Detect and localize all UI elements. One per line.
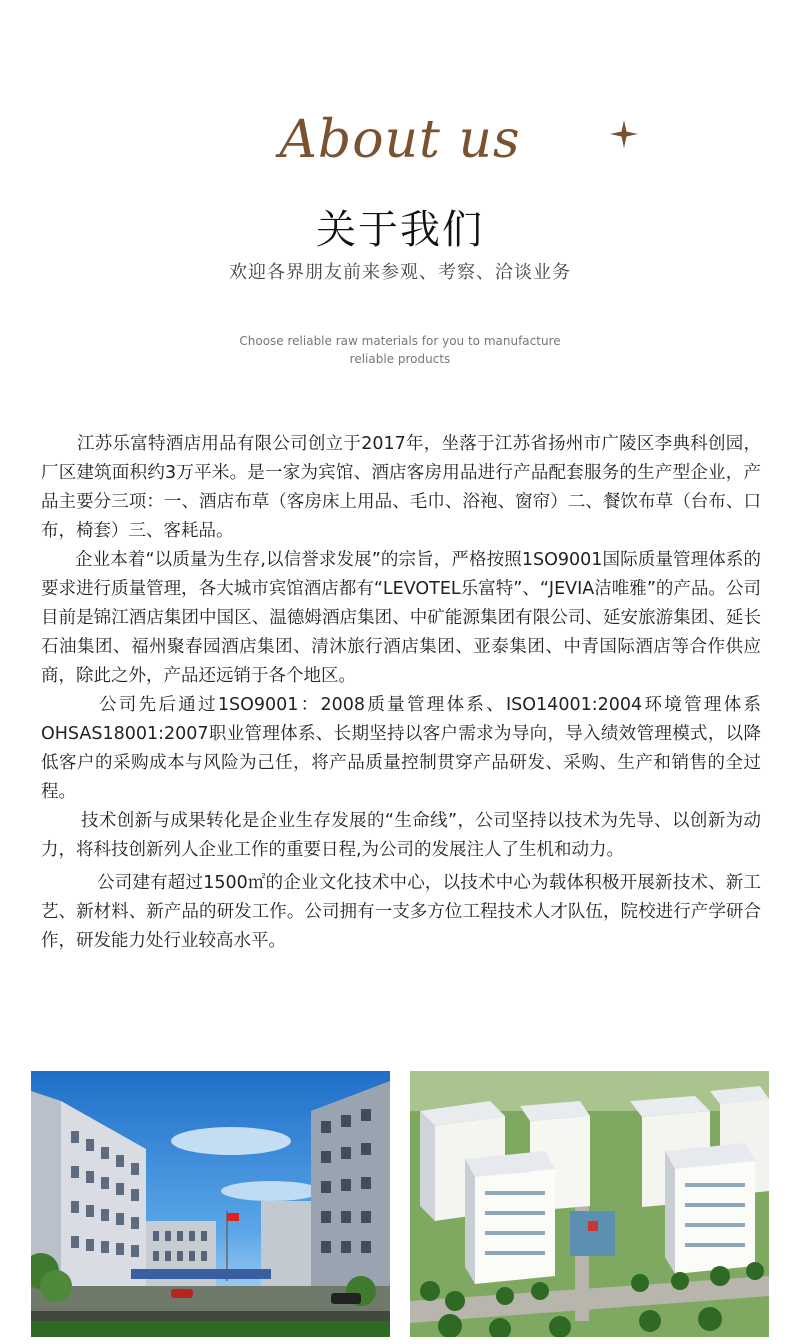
about-us-script-title: About us: [279, 110, 521, 170]
building-photo-left: [31, 1071, 390, 1337]
campus-aerial-photo: [410, 1071, 769, 1337]
paragraph-certifications: 公司先后通过1SO9001：2008质量管理体系、ISO14001:2004环境管理体系OHSAS18001:2007职业管理体系、长期坚持以客户需求为导向，导入绩效管理模式，以降低客户的采购成本与风险为己任，将产品质量控制贯穿产品研发、采购、生产和销售的全过程。: [41, 695, 761, 802]
paragraph-innovation: 技术创新与成果转化是企业生存发展的“生命线”，公司坚持以技术为先导、以创新为动力，将科技创新列人企业工作的重要日程,为公司的发展注人了生机和动力。: [41, 811, 761, 860]
paragraph-tech-center: 公司建有超过1500㎡的企业文化技术中心，以技术中心为载体积极开展新技术、新工艺、新材料、新产品的研发工作。公司拥有一支多方位工程技术人才队伍，院校进行产学研合作，研发能力处行业较高水平。: [41, 873, 761, 951]
sparkle-icon: [608, 118, 640, 150]
paragraph-intro: 江苏乐富特酒店用品有限公司创立于2017年，坐落于江苏省扬州市广陵区李典科创园，厂区建筑面积约3万平米。是一家为宾馆、酒店客房用品进行产品配套服务的生产型企业，产品主要分三项：一、酒店布草（客房床上用品、毛巾、浴袍、窗帘）二、餐饮布草（台布、口布，椅套）三、客耗品。: [41, 434, 761, 541]
page-subtitle: 欢迎各界朋友前来参观、考察、洽谈业务: [229, 262, 571, 283]
tagline-line-2: reliable products: [349, 352, 451, 366]
page-title: 关于我们: [316, 207, 484, 253]
tagline: [0, 332, 800, 368]
paragraph-principles: 企业本着“以质量为生存,以信誉求发展”的宗旨，严格按照1SO9001国际质量管理体系的要求进行质量管理，各大城市宾馆酒店都有“LEVOTEL乐富特”、“JEVIA洁唯雅”的产品。公司目前是锦江酒店集团中国区、温德姆酒店集团、中矿能源集团有限公司、延安旅游集团、延长石油集团、福州聚春园酒店集团、清沐旅行酒店集团、亚泰集团、中青国际酒店等合作供应商，除此之外，产品还远销于各个地区。: [41, 550, 761, 686]
tagline-line-1: Choose reliable raw materials for you to manufacture: [239, 334, 561, 348]
company-description: [41, 430, 761, 956]
